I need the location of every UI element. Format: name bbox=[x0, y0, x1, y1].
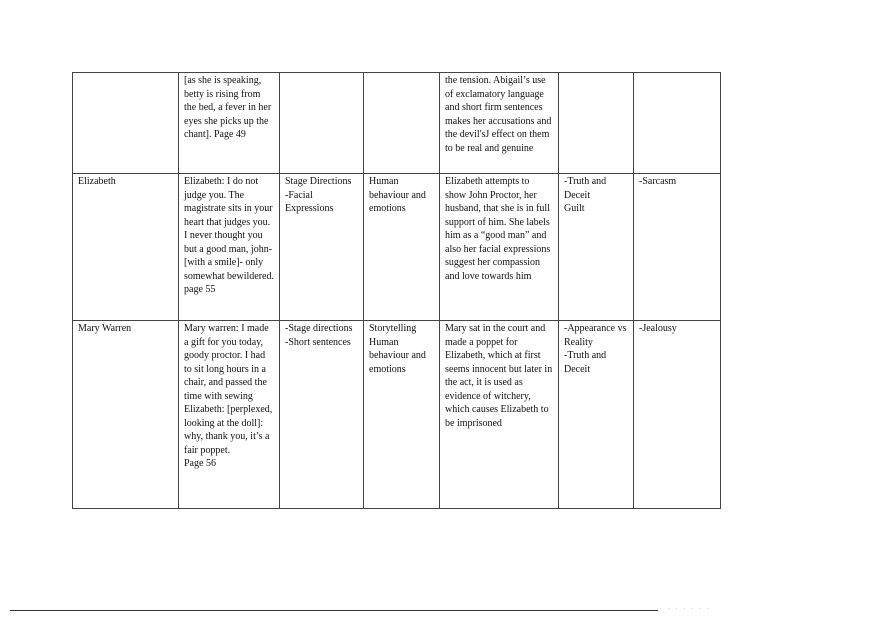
character-cell: Mary Warren bbox=[73, 321, 179, 509]
analysis-cell: Mary sat in the court and made a poppet for Elizabeth, which at first seems innocent but later in the act, it is used as evidence of witchery, which causes Elizabeth to be imprisoned bbox=[440, 321, 559, 509]
theme-cell bbox=[364, 73, 440, 174]
character-cell: Elizabeth bbox=[73, 174, 179, 321]
quote-cell: Elizabeth: I do not judge you. The magistrate sits in your heart that judges you. I never thought you but a good man, john- [with a smile]- only somewhat bewildered. page 55 bbox=[179, 174, 280, 321]
technique-cell bbox=[280, 73, 364, 174]
table-row bbox=[73, 174, 721, 321]
tone-cell bbox=[634, 73, 721, 174]
analysis-table bbox=[72, 72, 721, 509]
table-row bbox=[73, 321, 721, 509]
footer-mark: . . . . . . . bbox=[660, 604, 711, 611]
analysis-cell: the tension. Abigail’s use of exclamatory language and short firm sentences makes her accusations and the devil'sJ effect on them to be real and genuine bbox=[440, 73, 559, 174]
character-cell bbox=[73, 73, 179, 174]
table-row bbox=[73, 73, 721, 174]
concept-cell: -Truth and Deceit Guilt bbox=[559, 174, 634, 321]
tone-cell: -Jealousy bbox=[634, 321, 721, 509]
technique-cell: Stage Directions -Facial Expressions bbox=[280, 174, 364, 321]
concept-cell: -Appearance vs Reality -Truth and Deceit bbox=[559, 321, 634, 509]
quote-cell: [as she is speaking, betty is rising from the bed, a fever in her eyes she picks up the chant]. Page 49 bbox=[179, 73, 280, 174]
theme-cell: Storytelling Human behaviour and emotions bbox=[364, 321, 440, 509]
analysis-cell: Elizabeth attempts to show John Proctor, her husband, that she is in full support of him. She labels him as a “good man” and also her facial expressions suggest her compassion and love towards him bbox=[440, 174, 559, 321]
footer-divider bbox=[10, 610, 658, 611]
concept-cell bbox=[559, 73, 634, 174]
tone-cell: -Sarcasm bbox=[634, 174, 721, 321]
technique-cell: -Stage directions -Short sentences bbox=[280, 321, 364, 509]
quote-cell: Mary warren: I made a gift for you today, goody proctor. I had to sit long hours in a chair, and passed the time with sewing Elizabeth: [perplexed, looking at the doll]: why, thank you, it’s a fair poppet. Page 56 bbox=[179, 321, 280, 509]
theme-cell: Human behaviour and emotions bbox=[364, 174, 440, 321]
